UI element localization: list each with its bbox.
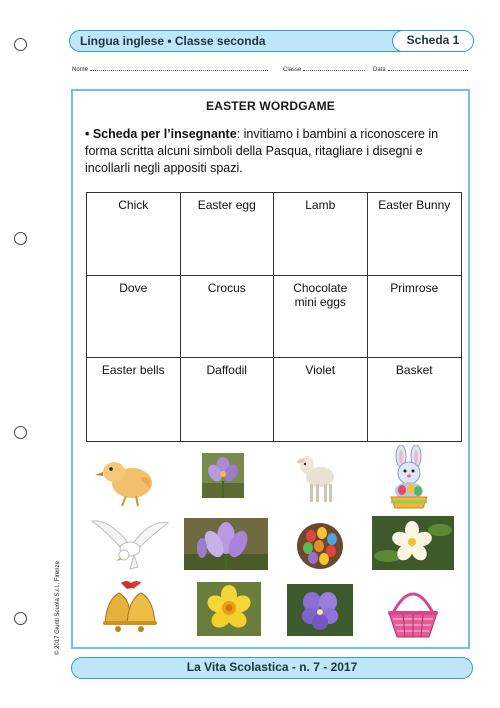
name-field[interactable] (72, 66, 268, 73)
chick-picture[interactable] (92, 450, 162, 510)
sheet-number-tab: Scheda 1 (392, 30, 474, 52)
easter-bells-picture[interactable] (97, 577, 161, 635)
basket-picture[interactable] (385, 583, 441, 641)
chocolate-eggs-picture[interactable] (296, 522, 344, 570)
dove-picture[interactable] (90, 515, 170, 571)
grid-cell-violet[interactable]: Violet (274, 358, 368, 441)
grid-cell-lamb[interactable]: Lamb (274, 193, 368, 276)
grid-cell-primrose[interactable]: Primrose (368, 276, 462, 359)
easter-bunny-picture[interactable] (383, 445, 435, 513)
violet-picture[interactable] (287, 584, 353, 636)
grid-cell-easter-egg[interactable]: Easter egg (181, 193, 275, 276)
class-field[interactable] (283, 66, 365, 73)
grid-cell-chick[interactable]: Chick (87, 193, 181, 276)
grid-cell-daffodil[interactable]: Daffodil (181, 358, 275, 441)
grid-cell-chocolate-mini-eggs[interactable]: Chocolate mini eggs (274, 276, 368, 359)
daffodil-picture[interactable] (197, 582, 261, 636)
grid-cell-crocus[interactable]: Crocus (181, 276, 275, 359)
word-grid (86, 192, 462, 442)
grid-cell-easter-bells[interactable]: Easter bells (87, 358, 181, 441)
grid-cell-dove[interactable]: Dove (87, 276, 181, 359)
punch-hole (14, 612, 27, 625)
punch-hole (14, 38, 27, 51)
instructions-lead: • Scheda per l’insegnante (85, 127, 237, 141)
grid-cell-basket[interactable]: Basket (395, 363, 433, 378)
teacher-instructions (85, 126, 465, 177)
date-label: Data (373, 67, 386, 73)
crocus-picture[interactable] (202, 453, 244, 498)
punch-hole (14, 232, 27, 245)
copyright-notice: © 2017 Giunti Scuola S.r.l., Firenze (55, 561, 61, 655)
crocus-picture[interactable] (184, 518, 268, 570)
punch-hole (14, 426, 27, 439)
header-title: Lingua inglese • Classe seconda (80, 34, 266, 48)
primrose-picture[interactable] (372, 516, 454, 570)
name-label: Nome (72, 67, 89, 73)
header-bar (69, 30, 474, 52)
worksheet-title: EASTER WORDGAME (206, 99, 335, 113)
date-field[interactable] (373, 66, 468, 73)
class-label: Classe (283, 67, 302, 73)
footer-bar: La Vita Scolastica - n. 7 - 2017 (71, 657, 473, 679)
lamb-picture[interactable] (294, 451, 339, 507)
instructions-text: : invitiamo i bambini a riconoscere in forma scritta alcuni simboli della Pasqua, ritagliare i disegni e incollarli negli appositi spazi. (85, 127, 439, 175)
grid-cell-easter-bunny[interactable]: Easter Bunny (368, 193, 462, 276)
